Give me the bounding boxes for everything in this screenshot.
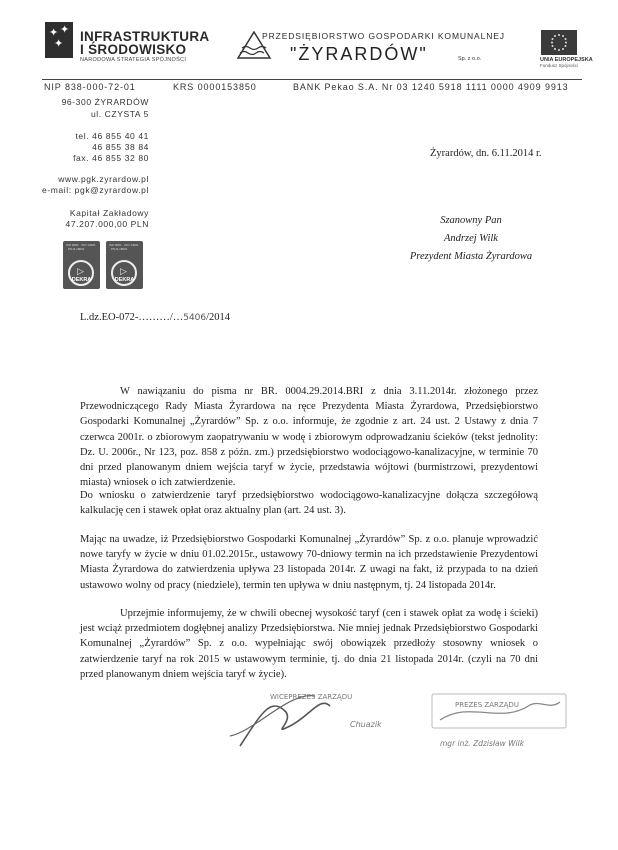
right-signer-name: mgr inż. Zdzisław Wilk [440, 739, 525, 748]
right-stamp-title: PREZES ZARZĄDU [455, 701, 519, 709]
paragraph-3: Mając na uwadze, iż Przedsiębiorstwo Gospodarki Komunalnej „Żyrardów” Sp. z o.o. planuje wprowadzić nowe taryfy w życie w dniu 01.02.2015r., ustawowy 70-dniowy termin na ich przedstawienie Prezydentowi Miasta Żyrardowa do zatwierdzenia upływa 23 listopada 2014r. Z uwagi na fakt, iż przypada to na dzień ustawowo wolny od pracy (niedziele), termin ten upływa w dniu następnym, tj. 24 listopada 2014r. [80, 534, 538, 591]
phone-1: tel. 46 855 40 41 [75, 131, 149, 141]
signature-right-stamp [430, 690, 570, 740]
letter-date: Żyrardów, dn. 6.11.2014 r. [430, 148, 542, 159]
reference-number: L.dz.EO-072-………/…5406/2014 [80, 312, 231, 323]
header-divider [42, 79, 582, 80]
eu-flag-icon [541, 30, 577, 55]
website-link[interactable]: www.pgk.zyrardow.pl [58, 174, 149, 184]
recipient-name: Andrzej Wilk [444, 233, 498, 244]
fax-number: fax. 46 855 32 80 [73, 153, 149, 163]
company-city: "ŻYRARDÓW" [290, 44, 428, 64]
infrastruktura-logo-icon: ✦ ✦ ✦ [45, 22, 73, 58]
paragraph-1: W nawiązaniu do pisma nr BR. 0004.29.2014.BRI z dnia 3.11.2014r. złożonego przez Przewodniczącego Rady Miasta Żyrardowa na ręce Prezydenta Miasta Żyrardowa, Przedsiębiorstwo Gospodarki Komunalnej „Żyrardów” Sp. z o.o. informuje, że zgodnie z art. 24 ust. 2 Ustawy z dnia 7 czerwca 2001r. o zbiorowym zaopatrywaniu w wodę i zbiorowym odprowadzaniu ścieków (tekst jednolity: Dz. U. 2006r., Nr 123, poz. 858 z późn. zm.) przedsiębiorstwo wodociągowo-kanalizacyjne, w terminie 70 dni przed planowanym dniem wejścia taryf w życie, przedstawia wójtowi (burmistrzowi, prezydentowi miasta) wniosek o ich zatwierdzenie. [80, 386, 538, 489]
capital-label: Kapitał Zakładowy [69, 208, 149, 218]
eu-fund-label: Fundusz Spójności [540, 63, 579, 68]
left-signer-name: Chuazik [350, 720, 382, 729]
recipient-title: Prezydent Miasta Żyrardowa [409, 251, 533, 262]
bank-account: BANK Pekao S.A. Nr 03 1240 5918 1111 0000 4909 9913 [293, 82, 569, 92]
phone-2: 46 855 38 84 [92, 142, 149, 152]
company-suffix: Sp. z o.o. [458, 56, 482, 62]
eu-label: UNIA EUROPEJSKA [540, 57, 593, 63]
reference-handwritten: 5406 [183, 313, 207, 323]
infrastruktura-logo-title: INFRASTRUKTURA I ŚRODOWISKO [80, 29, 210, 57]
paragraph-2: Do wniosku o zatwierdzenie taryf przedsiębiorstwo wodociągowo-kanalizacyjne dołącza szczegółową kalkulację cen i stawek opłat oraz aktualny plan (art. 24 ust. 3). [80, 490, 538, 517]
dekra-certificate-badge-icon: ISO 9001 · ISO 14001 · PN-N-18001 ▷ DEKRA [106, 241, 143, 289]
paragraph-4: Uprzejmie informujemy, że w chwili obecnej wysokość taryf (cen i stawek opłat za wodę i ścieki) jest wciąż przedmiotem dogłębnej analizy Przedsiębiorstwa. Nie mniej jednak Przedsiębiorstwo Gospodarki Komunalnej „Żyrardów” Sp. z o.o. wypełniając swój obowiązek przedłoży stosowny wniosek o zatwierdzenie taryf na rok 2015 w ustawowym terminie, tj. do dnia 21 listopada 2014r. (czyli na 70 dni przed planowanym dniem wejścia taryf w życie). [80, 608, 538, 680]
email-link[interactable]: e-mail: pgk@zyrardow.pl [42, 185, 149, 195]
capital-value: 47.207.000,00 PLN [65, 219, 149, 229]
address-line-1: 96-300 ŻYRARDÓW [61, 97, 149, 107]
recipient-salutation: Szanowny Pan [440, 215, 502, 226]
address-line-2: ul. CZYSTA 5 [90, 109, 149, 119]
dekra-certificate-badge-icon: ISO 9001 · ISO 14001 · PN-N-18001 ▷ DEKRA [63, 241, 100, 289]
nip-number: NIP 838-000-72-01 [44, 82, 136, 92]
signature-left-stamp [200, 676, 400, 756]
krs-number: KRS 0000153850 [173, 82, 257, 92]
infrastruktura-logo-subtitle: NARODOWA STRATEGIA SPÓJNOŚCI [80, 57, 187, 63]
company-name: PRZEDSIĘBIORSTWO GOSPODARKI KOMUNALNEJ [262, 31, 505, 41]
left-stamp-title: WICEPREZES ZARZĄDU [270, 693, 353, 701]
